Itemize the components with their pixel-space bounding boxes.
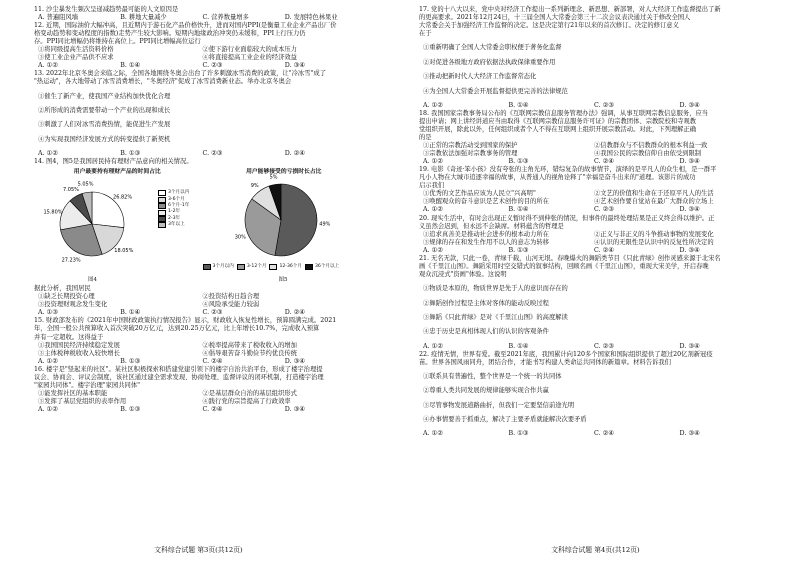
q20-answer-b[interactable]: B. ①③ [508,246,529,254]
chart2-legend-item [237,264,267,270]
q17-stem-line: 17. 党的十八大以来，党中央对经济工作提出一系列新理念、新思想、新部署，对人大经济工作监督提出了新 [419,6,721,13]
chart2-legend-label: 3-12个月 [246,264,267,270]
exam-page-4 [397,0,794,562]
q15-stem-line: 年，全国一般公共预算收入首次突破20万亿元，达到20.25万亿元，比上年增长10.7%，完成收入预算 [34,325,320,333]
chart1-data-label-3: 15.80% [43,209,63,216]
q19-answer-c[interactable]: C. ②③ [594,206,614,214]
q18-answer-d[interactable]: D. ③④ [679,158,700,166]
chart2-legend-label: 3个月以内 [212,264,234,270]
q16-answer-c[interactable]: C. ②④ [202,405,223,413]
q18-stem-line: 提出申请；网上讲经讲道应当由取得《互联网宗教信息服务许可证》的宗教团体、宗教院校和寺观教 [419,117,697,125]
chart2-legend [203,264,343,270]
chart1-data-label-2: 27.23% [61,257,81,264]
chart2-legend-item [203,264,234,270]
q18-statement-4: ④我国公民的宗教信仰自由依受到限制 [594,150,702,158]
chart1-legend-swatch [158,197,166,203]
q14-answer-c[interactable]: C. ②③ [202,309,223,317]
q19-stem-line: 19. 电影《奇迹·笨小孩》没有夸张的主角光环，错综复杂的故事情节，演绎的是平凡人的众生相，是一群平 [419,166,717,174]
q15-answer-a[interactable]: A. ①② [38,357,58,365]
figure-5-label: 图5 [278,277,288,284]
question-11 [34,6,367,22]
q21-answer-b[interactable]: B. ①④ [508,342,529,350]
q14-charts [34,168,367,284]
q11-options [34,14,367,22]
chart1-data-label-0: 26.82% [113,194,133,201]
chart1-legend-label: 1-2年 [168,209,181,215]
page3-column [34,6,367,536]
q19-answer-a[interactable]: A. ①② [423,206,443,214]
q18-answer-c[interactable]: C. ②④ [594,158,614,166]
q19-statement-4: ④艺术创作要自觉站在最广大群众的立场上 [594,198,714,206]
q12-answer-c[interactable]: C. ②③ [202,62,223,70]
q18-statement-2: ②信教群众与不信教群众的根本利益一致 [594,142,708,150]
q22-answer-a[interactable]: A. ①② [423,430,443,438]
chart1-data-label-4: 7.05% [63,187,79,194]
q22-statement-1: ①联系具有普遍性，整个世界是一个统一的共同体 [423,373,562,380]
q21-statement-2: ②舞蹈创作过程是主体对客体的能动反映过程 [423,299,549,307]
q22-stem-line: 22. 疫情无情，世界有爱。截至2021年底，我国累计向120多个国家和国际组织提供了超过20亿剂新冠疫 [419,350,713,358]
question-14 [34,158,367,317]
q16-answer-a[interactable]: A. ①② [38,405,58,413]
q17-answer-a[interactable]: A. ①② [423,101,443,109]
q16-answer-b[interactable]: B. ①③ [120,405,141,413]
q19-answer-d[interactable]: D. ③④ [679,206,700,214]
question-20 [419,215,765,255]
q12-answer-b[interactable]: B. ①④ [120,62,141,70]
chart-figure-5 [201,168,368,284]
q16-statement-2: ②是基层群众自治的基层组织形式 [202,389,297,397]
chart-figure-4 [34,168,201,284]
chart1-legend-label: 2-3年 [168,215,181,221]
pie-chart-1 [34,178,154,270]
chart1-title: 用户最要持有理财产品的时间占比 [73,169,161,176]
q18-statement-1: ①正常的宗教活动受到国家的保护 [423,142,518,150]
q17-stem-line: 大常委会关于加强经济工作监督的决定。这是决定第行21年以来的首次修订。决定的修订意义 [419,22,679,30]
q19-stem-line: 凡小人物在大城市追逐幸福的故事，从普通人的视角诠释了"幸福是奋斗出来的"道理。该影片的成功 [419,174,696,182]
q22-answer-b[interactable]: B. ①③ [508,430,529,438]
q15-stem-line: 并有一定超收。这得益于 [34,333,104,341]
q19-statement-2: ②文艺的价值和生命在于还原平凡人的生活 [594,190,714,198]
question-13 [34,70,367,158]
q11-option-b[interactable]: B. 耕地大量减少 [120,14,167,22]
q13-answer-d[interactable]: D. ②④ [284,150,305,158]
q16-stem-line: 16. 楼宇是"竖起来的社区"。某社区积极探索和搭建党建引领下的楼宇自治共治平台，形成了楼宇治理提 [34,365,323,373]
chart1-data-label-1: 18.05% [114,248,134,255]
q13-stem-line: "热运动"，各大地带动了冰雪消费增长，"冬奥经济"促成了冰雪消费新业态。举办北京冬奥会 [34,78,292,86]
q20-statement-4: ④认识的无限性是认识中的反复性所决定的 [594,238,714,246]
q16-statement-3: ③发挥了基层党组织的表率作用 [38,397,127,405]
q14-answer-a[interactable]: A. ①③ [38,309,58,317]
q15-statement-2: ②税率提高带来了税收收入的增加 [202,341,297,349]
q16-stem-line: "家园共同体"。楼宇治理"家园共同体" [34,381,141,389]
q14-statement-3: ③投资理财观念发生变化 [38,301,108,309]
chart1-legend [158,190,189,228]
page4-column [419,6,765,536]
q21-statement-4: ④忠于历史是真相体现人们的认识的客观条件 [423,328,549,336]
q14-stem: 14. 图4，图5是我国居民持有理财产品意向的相关情况。 [34,158,193,166]
q16-statement-1: ①能发挥社区的基本职能 [38,389,108,397]
q22-statement-2: ②尊重人类共同发展的规律能够实现合作共赢 [423,387,549,395]
q14-answer-b[interactable]: B. ①④ [120,309,141,317]
chart2-legend-label: 36个月以上 [314,264,340,270]
page4-footer: 文科综合试题 第4页(共12页) [551,546,640,554]
chart2-title: 用户能够接受的亏损时长占比 [246,169,322,176]
q20-answer-d[interactable]: D. ③④ [679,246,700,254]
q19-statement-3: ③唤醒观众的奋斗意识是艺术创作的目的所在 [423,198,549,206]
q17-stem-line: 的更高要求。2021年12月24日，十三届全国人大常委会第三十二次会议表决通过关于修改全国人 [419,14,691,22]
chart1-legend-item [158,222,189,228]
q17-answer-c[interactable]: C. ②③ [594,101,614,109]
q11-option-a[interactable]: A. 普遍阻风墙 [38,14,79,22]
chart1-legend-swatch [158,203,166,209]
q17-stem-line: 在于 [419,30,432,38]
q12-stem-line: 格变动趋势和变动程度的指数)走势产生较大影响。短期内地缘政治冲突仍未缓和，PPI上行压力仍 [34,30,306,38]
chart2-legend-swatch [305,264,313,270]
chart1-legend-label: 3年以上 [168,222,185,228]
q16-stem-line: 议会、协商会、评议会制度，该社区通过建全需求发现、协商处理、监督评议的闭环机制，打造楼宇治理 [34,373,324,381]
q21-stem-line: 21. 无名无款，只此一卷，青绿千载，山河无垠。春晚爆火的舞蹈类节目《只此青绿》创作灵感来源于北宋名 [419,254,721,262]
question-19 [419,166,765,214]
q18-statement-3: ③宗教依法加强对宗教事务的管理 [423,150,518,158]
q12-stem-line: 12. 近期，国际油价大幅冲高，且近期内于游石化产品价格快升，进而对国内PPI(是衡量工业企业产品出厂价 [34,22,337,30]
chart1-legend-swatch [158,190,166,196]
q13-stem-line: 13. 2022年北京冬奥会来临之际，全国各地围绕冬奥会出台了许多刺激冰雪消费的政策，让"冷冰雪"成了 [34,70,327,78]
chart1-legend-swatch [158,210,166,216]
q19-statement-1: ①优秀的文艺作品应该为人民立"兴高明" [423,190,536,198]
q20-stem-line: 义虽然会迟到，但永远不会缺席。材料蕴含的哲理是 [419,222,564,230]
q14-statement-1: ①缺乏长期投资心理 [38,293,95,301]
q17-statement-2: ②对促进各级地方政府依据法执政保律重要作用 [423,58,556,66]
q11-option-c[interactable]: C. 营养数量增多 [202,14,249,22]
question-21 [419,255,765,351]
figure-4-label: 图4 [88,277,97,284]
chart2-data-label-0: 49% [318,221,330,228]
q17-statement-3: ③推动把新时代人大经济工作监督常态化 [423,73,537,81]
q22-statement-4: ④办事情要善于抓重点，解决了主要矛盾就能解决次要矛盾 [423,416,587,424]
q15-statement-4: ④倡导艰苦奋斗勤俭节约优良传统 [202,349,297,357]
chart2-legend-swatch [237,264,245,270]
q13-statement-1: ①催生了新产业，使我国产业结构加快优化合理 [38,92,171,100]
q15-answer-d[interactable]: D. ③④ [284,357,305,365]
question-15 [34,317,367,365]
q18-answer-b[interactable]: B. ①③ [508,158,529,166]
chart2-legend-item [269,264,302,270]
pie-chart-2 [201,174,361,262]
q16-answer-d[interactable]: D. ③④ [284,405,305,413]
chart2-data-label-3: 5% [269,174,278,181]
q19-answer-b[interactable]: B. ①④ [508,206,529,214]
q17-answer-b[interactable]: B. ①④ [508,101,529,109]
q13-answer-c[interactable]: C. ②③ [202,150,223,158]
q15-statement-3: ③主体税种税收收入较快增长 [38,349,120,357]
q21-answer-a[interactable]: A. ①② [423,342,443,350]
q18-answer-a[interactable]: A. ①② [423,158,443,166]
q17-statement-4: ④为全国人大常委会开展监督提供更完善的法律规范 [423,87,568,95]
q21-answer-d[interactable]: D. ③④ [679,342,700,350]
q12-statement-4: ④将直接提高工业企业的经济效益 [202,54,297,62]
q20-stem-line: 20. 现实生活中，有时会出现正义暂时得不到伸张的情况，但事件的最终处理结果是正义终会得以维护。正 [419,214,715,222]
chart1-legend-swatch [158,222,166,228]
q20-statement-2: ②正义与非正义的斗争推动事物的发展变化 [594,230,714,238]
q13-statement-4: ④为实现我国经济发展方式的转变提供了新契机 [38,135,171,143]
chart1-legend-swatch [158,216,166,222]
q11-option-d[interactable]: D. 发展特色林果业 [284,14,338,22]
q17-statement-1: ①重新明确了全国人大常委会职权便于著务化监督 [423,44,562,52]
q13-answer-b[interactable]: B. ①③ [120,150,141,158]
q21-stem-line: 观众沉浸式"资画"体验。这说明 [419,270,507,278]
q21-statement-1: ①物质是本原的，物质世界是先于人的意识而存在的 [423,285,568,293]
q18-stem-line: 的是 [419,134,432,142]
chart2-legend-item [305,264,339,270]
q22-answer-c[interactable]: C. ②④ [594,430,614,438]
q21-statement-3: ③舞蹈《只此青绿》是对《千里江山图》的高度解读 [423,313,568,321]
q15-answer-c[interactable]: C. ②④ [202,357,223,365]
q14-statement-4: ④风险承受能力较弱 [202,301,260,309]
q17-answer-d[interactable]: D. ③④ [679,101,700,109]
q11-stem: 11. 沙尘暴发生频次呈递减趋势最可能的人文原因是 [34,6,179,13]
q12-stem-line: 存。PPI同比增幅仍将维持在高位上。PPI同比增幅高位运行 [34,38,201,46]
q14-answer-d[interactable]: D. ②④ [284,309,305,317]
question-16 [34,366,367,414]
q13-statement-3: ③刺激了人们对冰雪消费热情，能促进生产发展 [38,121,171,129]
q13-answer-a[interactable]: A. ①② [38,150,58,158]
q13-statement-2: ②所形成的消费需要带动一个产业的出现和成长 [38,107,171,115]
question-22 [419,351,765,439]
q12-answer-a[interactable]: A. ①② [38,62,58,70]
q19-stem-line: 启示我们 [419,182,445,190]
q20-statement-1: ①追求真善美是推动社会进步的根本动力所在 [423,230,549,238]
question-18 [419,110,765,166]
chart2-legend-label: 12-36个月 [279,264,302,270]
page3-footer: 文科综合试题 第3页(共12页) [154,546,243,554]
q20-answer-c[interactable]: C. ②④ [594,246,614,254]
q18-stem-line: 18. 我国国家宗教事务局公布的《互联网宗教信息服务管理办法》强调，从事互联网宗教信息服务，应当 [419,109,709,117]
q22-statement-3: ③尽管事物发展道路曲折，但我们一定要坚信前途光明 [423,401,575,409]
chart2-legend-swatch [269,264,277,270]
chart2-data-label-1: 30% [234,234,246,241]
q20-answer-a[interactable]: A. ①② [423,246,443,254]
q15-statement-1: ①我国国民经济持续稳定发展 [38,341,120,349]
q15-answer-b[interactable]: B. ①③ [120,357,141,365]
chart1-data-label-5: 5.05% [77,181,94,188]
chart1-legend-label: 6个月-1年 [168,203,190,209]
q12-answer-d[interactable]: D. ③④ [284,62,305,70]
q20-statement-3: ③规律的存在和发生作用不以人的意志为转移 [423,238,549,246]
q21-stem-line: 画《千里江山图》。舞蹈采用时空交错式的叙事结构，回顾名画《千里江山图》，重现大宋美学，开启春晚 [419,262,709,270]
q21-answer-c[interactable]: C. ②③ [594,342,614,350]
question-12 [34,22,367,70]
q14-statement-2: ②投资结构日趋合理 [202,293,260,301]
q12-statement-3: ③使工业企业产品供不应求 [38,54,114,62]
q15-stem-line: 15. 财政部发布的《2021年中国财政政策执行情况报告》显示，财政收入恢复性增长，预算圆满完成。2021 [34,317,337,325]
q12-statement-1: ①将同级提高生活资料价格 [38,46,114,54]
chart2-legend-swatch [203,264,211,270]
q22-answer-d[interactable]: D. ③④ [679,430,700,438]
chart1-legend-label: 3个月以内 [168,190,190,196]
q14-after: 据此分析，我国居民 [34,285,91,293]
q16-statement-4: ④践行党的宗旨提高了行政效率 [202,397,291,405]
q12-statement-2: ②使下游行业面临较大的成本压力 [202,46,297,54]
chart1-legend-label: 3-6个月 [168,196,185,202]
question-17 [419,6,765,110]
q18-stem-line: 堂组织开展，除此以外，任何组织或者个人不得在互联网上组织开展宗教活动。对此，下列理解正确 [419,126,697,133]
chart2-data-label-2: 9% [250,182,259,189]
q22-stem-line: 苗。世界各国风雨同舟，团结合作，才能书写构建人类命运共同体的新篇章。材料告诉我们 [419,358,671,366]
